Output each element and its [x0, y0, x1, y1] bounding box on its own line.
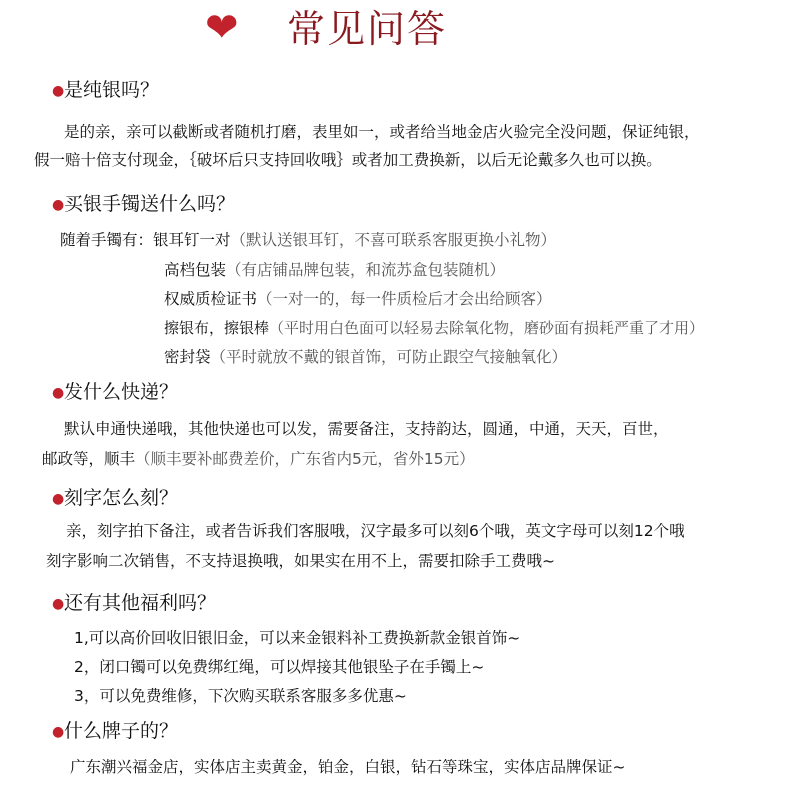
question-text: 什么牌子的？	[64, 720, 179, 742]
bullet-icon: ●	[52, 723, 65, 740]
question-text: 是纯银吗？	[64, 79, 160, 101]
gift-item	[164, 259, 505, 281]
gift-intro: 随着手镯有：	[60, 231, 154, 249]
faq-question-silver	[52, 78, 159, 103]
bullet-icon: ●	[52, 196, 65, 213]
faq-answer-line: 是的亲，亲可以截断或者随机打磨，表里如一，或者给当地金店火验完全没问题，保证纯银，	[64, 123, 700, 141]
gift-name: 擦银布，擦银棒	[164, 319, 270, 337]
faq-answer-line: 默认申通快递哦，其他快递也可以发，需要备注，支持韵达，圆通，中通，天天，百世，	[64, 420, 669, 438]
gift-item	[164, 317, 704, 339]
shipping-note: （顺丰要补邮费差价，广东省内5元，省外15元）	[135, 450, 475, 468]
question-text: 买银手镯送什么吗？	[64, 193, 236, 215]
faq-answer-line: 假一赔十倍支付现金，｛破坏后只支持回收哦｝或者加工费换新，以后无论戴多久也可以换。	[34, 151, 662, 169]
benefit-item: 3，可以免费维修，下次购买联系客服多多优惠~	[74, 687, 407, 705]
gift-item	[164, 288, 552, 310]
bullet-icon: ●	[52, 82, 65, 99]
benefit-item: 1,可以高价回收旧银旧金，可以来金银料补工费换新款金银首饰~	[74, 629, 521, 647]
gift-name: 银耳钉一对	[153, 231, 231, 249]
question-text: 刻字怎么刻？	[64, 487, 179, 509]
gift-note: （平时用白色面可以轻易去除氧化物，磨砂面有损耗严重了才用）	[269, 319, 705, 337]
faq-question-engraving	[52, 486, 178, 511]
shipping-main: 邮政等，顺丰	[42, 450, 136, 468]
faq-question-shipping	[52, 380, 178, 405]
gift-note: （平时就放不戴的银首饰，可防止跟空气接触氧化）	[210, 348, 568, 366]
heart-icon: ❤	[205, 5, 239, 51]
page-title: 常见问答	[287, 7, 448, 51]
question-text: 发什么快递？	[64, 381, 179, 403]
faq-question-brand	[52, 719, 178, 744]
faq-answer-line: 广东潮兴福金店，实体店主卖黄金，铂金，白银，钻石等珠宝，实体店品牌保证~	[70, 758, 626, 776]
faq-question-gift	[52, 192, 235, 217]
gift-name: 权威质检证书	[164, 290, 258, 308]
gift-note: （一对一的，每一件质检后才会出给顾客）	[257, 290, 552, 308]
benefit-item: 2，闭口镯可以免费绑红绳，可以焊接其他银坠子在手镯上~	[74, 658, 485, 676]
gift-name: 高档包装	[164, 261, 227, 279]
question-text: 还有其他福利吗？	[64, 592, 217, 614]
gift-item	[164, 346, 567, 368]
faq-question-benefits	[52, 591, 216, 616]
gift-name: 密封袋	[164, 348, 211, 366]
bullet-icon: ●	[52, 595, 65, 612]
faq-answer-line: 刻字影响二次销售，不支持退换哦，如果实在用不上，需要扣除手工费哦~	[46, 552, 555, 570]
gift-item	[60, 229, 556, 251]
bullet-icon: ●	[52, 384, 65, 401]
faq-answer-line: 亲，刻字拍下备注，或者告诉我们客服哦，汉字最多可以刻6个哦，英文字母可以刻12个哦	[66, 522, 685, 540]
faq-answer-line	[42, 448, 475, 470]
gift-note: （有店铺品牌包装，和流苏盒包装随机）	[226, 261, 506, 279]
page-header	[0, 0, 800, 62]
bullet-icon: ●	[52, 490, 65, 507]
gift-note: （默认送银耳钉，不喜可联系客服更换小礼物）	[230, 231, 557, 249]
